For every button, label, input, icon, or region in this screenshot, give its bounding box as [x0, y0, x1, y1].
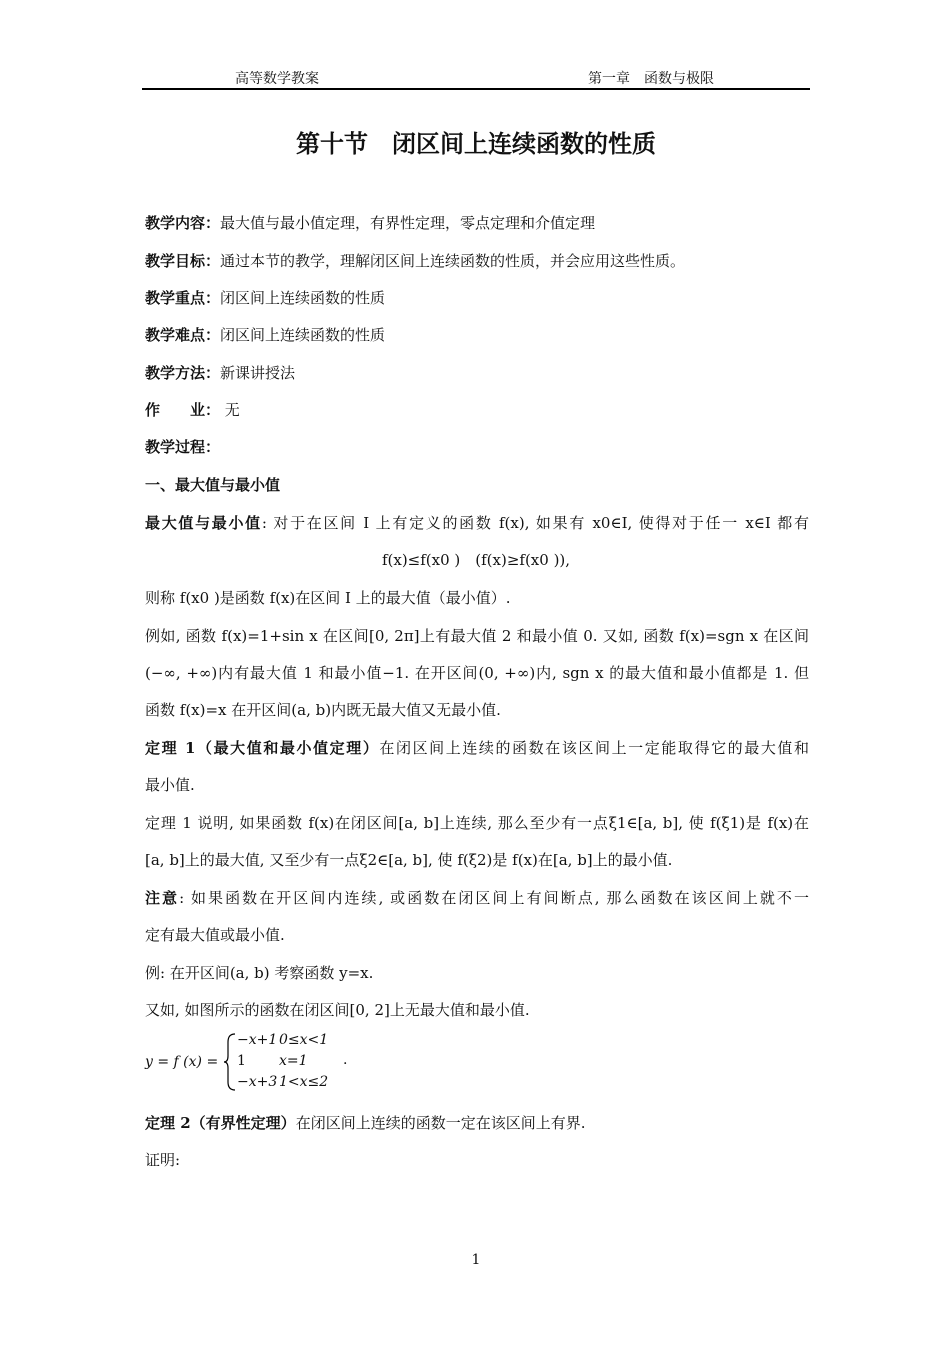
page-number: 1	[471, 1252, 481, 1268]
info-content: 教学内容：最大值与最小值定理，有界性定理，零点定理和介值定理	[145, 214, 596, 232]
info-difficulty: 教学难点：闭区间上连续函数的性质	[145, 326, 386, 344]
info-method: 教学方法：新课讲授法	[145, 364, 296, 382]
example-line-2: (−∞, +∞)内有最大值 1 和最小值−1. 在开区间(0, +∞)内, sgn x 的最大值和最小值都是 1. 但	[145, 664, 809, 682]
header-right: 第一章 函数与极限	[588, 71, 714, 87]
theorem-1-explanation-1: 定理 1 说明, 如果函数 f(x)在闭区间[a, b]上连续, 那么至少有一点ξ1∈[a, b], 使 f(ξ1)是 f(x)在	[145, 814, 809, 832]
theorem-1-cont: 最小值.	[145, 776, 195, 794]
case-3-cond: 1<x≤2	[279, 1074, 329, 1090]
piecewise-end: .	[343, 1052, 348, 1068]
note-cont: 定有最大值或最小值.	[145, 926, 285, 944]
info-key-point: 教学重点：闭区间上连续函数的性质	[145, 289, 386, 307]
section-heading: 一、最大值与最小值	[145, 476, 281, 494]
definition-line: 最大值与最小值: 对于在区间 I 上有定义的函数 f(x), 如果有 x0∈I, 使得对于任一 x∈I 都有	[145, 514, 809, 532]
definition-conclusion: 则称 f(x0 )是函数 f(x)在区间 I 上的最大值（最小值）.	[145, 589, 511, 607]
note-line: 注意: 如果函数在开区间内连续, 或函数在闭区间上有间断点, 那么函数在该区间上就不一	[145, 889, 809, 907]
header-divider	[142, 88, 810, 90]
header-left: 高等数学教案	[235, 71, 319, 87]
example-3: 又如, 如图所示的函数在闭区间[0, 2]上无最大值和最小值.	[145, 1001, 530, 1019]
info-homework: 作 业： 无	[145, 401, 240, 419]
case-2-cond: x=1	[279, 1053, 308, 1069]
theorem-1-explanation-2: [a, b]上的最大值, 又至少有一点ξ2∈[a, b], 使 f(ξ2)是 f(x)在[a, b]上的最小值.	[145, 851, 673, 869]
left-brace	[223, 1032, 237, 1092]
example-2: 例: 在开区间(a, b) 考察函数 y=x.	[145, 964, 374, 982]
case-1-expr: −x+1	[237, 1032, 278, 1048]
proof-label: 证明:	[145, 1151, 181, 1169]
piecewise-lhs: y = f (x) =	[145, 1054, 219, 1070]
case-1-cond: 0≤x<1	[279, 1032, 329, 1048]
info-process: 教学过程：	[145, 438, 221, 456]
case-3-expr: −x+3	[237, 1074, 278, 1090]
example-line-3: 函数 f(x)=x 在开区间(a, b)内既无最大值又无最小值.	[145, 701, 501, 719]
page-title: 第十节 闭区间上连续函数的性质	[296, 130, 656, 158]
theorem-2: 定理 2（有界性定理）在闭区间上连续的函数一定在该区间上有界.	[145, 1114, 586, 1132]
example-line-1: 例如, 函数 f(x)=1+sin x 在区间[0, 2π]上有最大值 2 和最小值 0. 又如, 函数 f(x)=sgn x 在区间	[145, 627, 809, 645]
info-objective: 教学目标：通过本节的教学，理解闭区间上连续函数的性质，并会应用这些性质。	[145, 252, 686, 270]
theorem-1: 定理 1（最大值和最小值定理）在闭区间上连续的函数在该区间上一定能取得它的最大值和	[145, 739, 809, 757]
case-2-expr: 1	[237, 1053, 246, 1069]
definition-formula: f(x)≤f(x0 ) (f(x)≥f(x0 )),	[381, 551, 571, 569]
